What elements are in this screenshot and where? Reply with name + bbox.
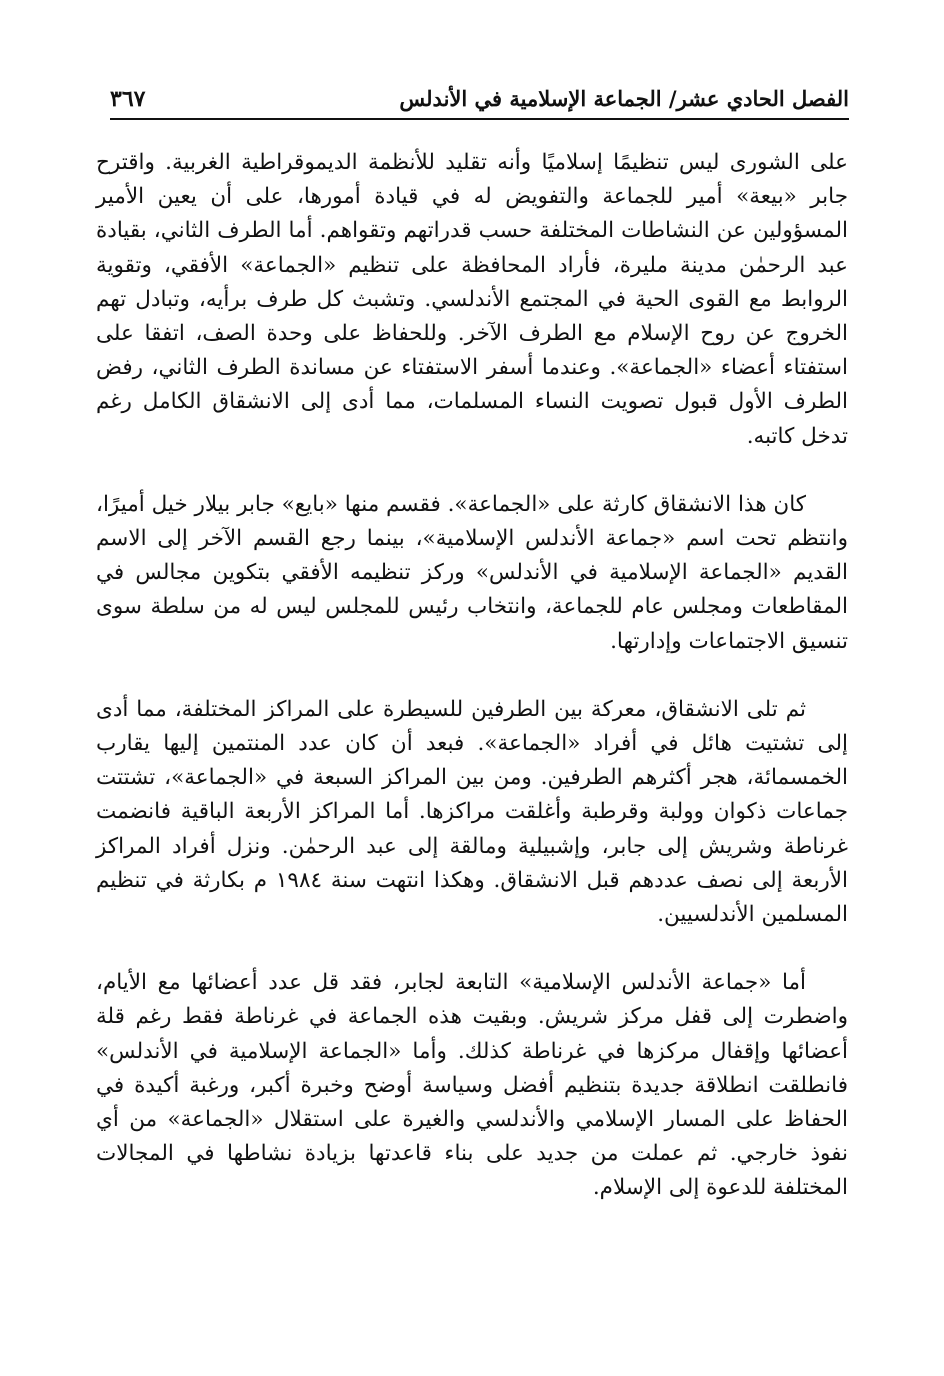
running-title: الفصل الحادي عشر/ الجماعة الإسلامية في الأندلس (399, 86, 849, 111)
page-number: ٣٦٧ (110, 86, 146, 112)
paragraph-1: على الشورى ليس تنظيمًا إسلاميًا وأنه تقليد للأنظمة الديموقراطية الغربية. واقترح جابر «بيعة» أمير للجماعة والتفويض له في قيادة أمورها، على أن يعين الأمير المسؤولين عن النشاطات المختلفة حسب قدراتهم وتقواهم. أما الطرف الثاني، بقيادة عبد الرحمٰن مدينة مليرة، فأراد المحافظة على تنظيم «الجماعة» الأفقي، وتقوية الروابط مع القوى الحية في المجتمع الأندلسي. وتشبث كل طرف برأيه، وتبادل تهم الخروج عن روح الإسلام مع الطرف الآخر. وللحفاظ على وحدة الصف، اتفقا على استفتاء أعضاء «الجماعة». وعندما أسفر الاستفتاء عن مساندة الطرف الثاني، رفض الطرف الأول قبول تصويت النساء المسلمات، مما أدى إلى الانشقاق الكامل رغم تدخل كاتبه. (96, 150, 848, 449)
page-header (110, 84, 849, 120)
paragraph-2: كان هذا الانشقاق كارثة على «الجماعة». فقسم منها «بايع» جابر بيلار خيل أميرًا، وانتظم تحت اسم «جماعة الأندلس الإسلامية»، بينما رجع القسم الآخر إلى الاسم القديم «الجماعة الإسلامية في الأندلس» وركز تنظيمه الأفقي بتكوين مجالس في المقاطعات ومجلس عام للجماعة، وانتخاب رئيس للمجلس ليس له من سلطة سوى تنسيق الاجتماعات وإدارتها. (96, 491, 848, 654)
paragraph-4: أما «جماعة الأندلس الإسلامية» التابعة لجابر، فقد قل عدد أعضائها مع الأيام، واضطرت إلى قفل مركز شريش. وبقيت هذه الجماعة في غرناطة فقط رغم قلة أعضائها وإقفال مركزها في غرناطة كذلك. وأما «الجماعة الإسلامية في الأندلس» فانطلقت انطلاقة جديدة بتنظيم أفضل وسياسة أوضح وخبرة أكبر، ورغبة أكيدة في الحفاظ على المسار الإسلامي والأندلسي والغيرة على استقلال «الجماعة» من أي نفوذ خارجي. ثم عملت من جديد على بناء قاعدتها بزيادة نشاطها في المجالات المختلفة للدعوة إلى الإسلام. (96, 970, 848, 1201)
paragraph-3: ثم تلى الانشقاق، معركة بين الطرفين للسيطرة على المراكز المختلفة، مما أدى إلى تشتيت هائل في أفراد «الجماعة». فبعد أن كان عدد المنتمين إليها يقارب الخمسمائة، هجر أكثرهم الطرفين. ومن بين المراكز السبعة في «الجماعة»، تشتتت جماعات ذكوان وولبة وقرطبة وأغلقت مراكزها. أما المراكز الأربعة الباقية فانضمت غرناطة وشريش إلى جابر، وإشبيلية ومالقة إلى عبد الرحمٰن. ونزل أفراد المراكز الأربعة إلى نصف عددهم قبل الانشقاق. وهكذا انتهت سنة ١٩٨٤ م بكارثة في تنظيم المسلمين الأندلسيين. (96, 696, 848, 928)
body-text (96, 146, 848, 1240)
